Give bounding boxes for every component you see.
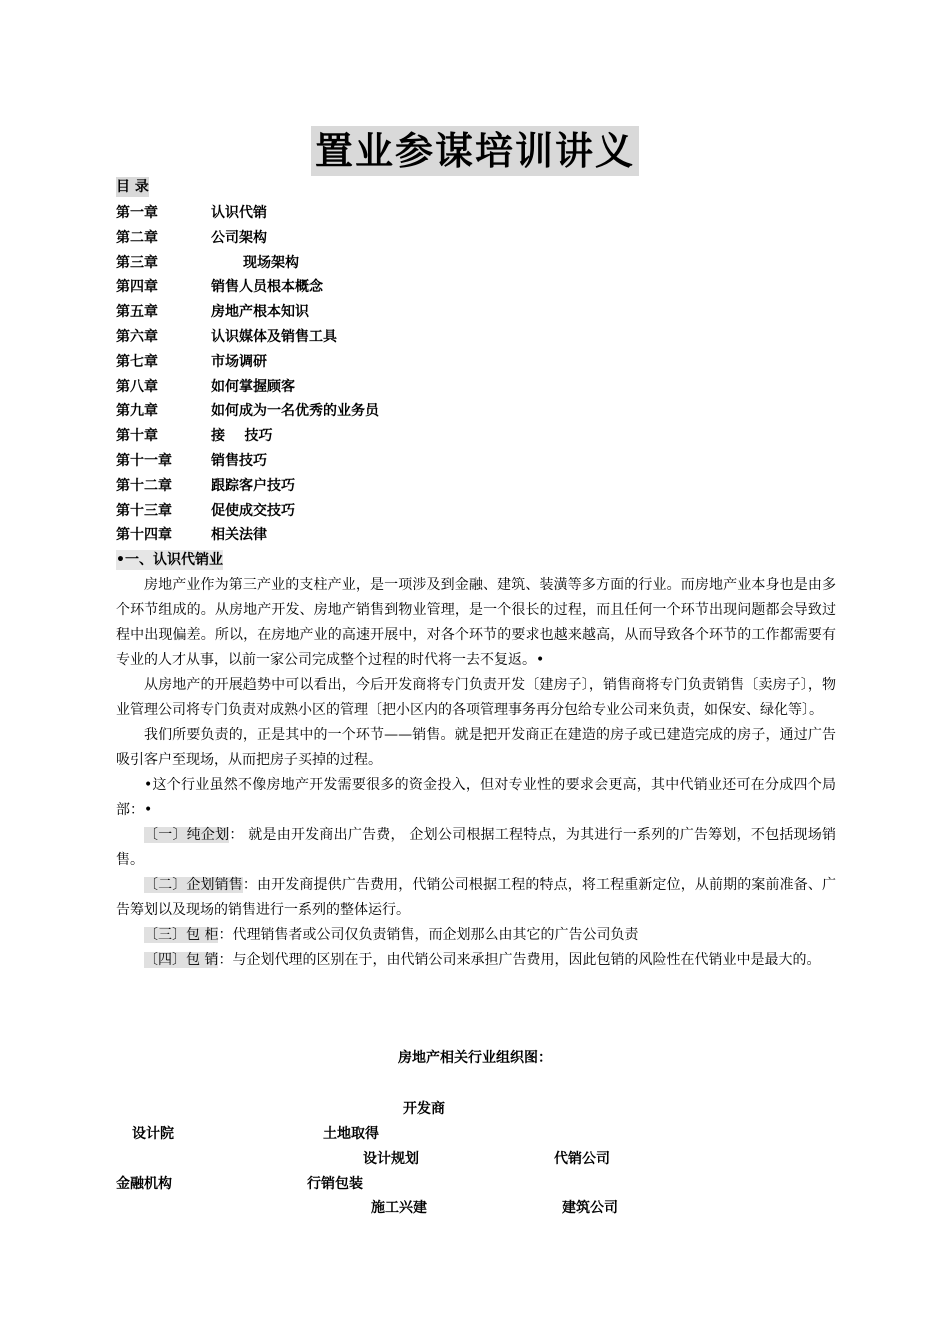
toc-chapter-number: 第十二章 — [116, 477, 172, 494]
node-developer: 开发商 — [403, 1101, 445, 1117]
type-label: 〔三〕包 柜 — [144, 927, 219, 943]
toc-item — [116, 350, 816, 375]
node-land-acquisition: 土地取得 — [323, 1126, 379, 1142]
section-body — [116, 573, 836, 973]
toc-item — [116, 449, 816, 474]
table-of-contents — [116, 201, 816, 548]
type-text: ：与企划代理的区别在于，由代销公司来承担广告费用，因此包销的风险性在代销业中是最大的。 — [218, 952, 821, 968]
toc-chapter-name: 销售人员根本概念 — [211, 279, 323, 296]
toc-item — [116, 275, 816, 300]
toc-chapter-name: 认识媒体及销售工具 — [211, 328, 337, 345]
toc-item — [116, 325, 816, 350]
node-financial-institution: 金融机构 — [116, 1176, 172, 1192]
toc-chapter-number: 第八章 — [116, 378, 158, 395]
toc-chapter-number: 第十四章 — [116, 527, 172, 544]
node-marketing-packaging: 行销包装 — [307, 1176, 363, 1192]
node-design-institute: 设计院 — [132, 1126, 174, 1142]
type-text: ：由开发商提供广告费用，代销公司根据工程的特点，将工程重新定位，从前期的案前准备、广告筹划以及现场的销售进行一系列的整体运行。 — [116, 877, 836, 918]
toc-chapter-name: 如何掌握顾客 — [211, 378, 295, 395]
type-text: ：代理销售者或公司仅负责销售，而企划那么由其它的广告公司负责 — [218, 927, 639, 943]
toc-item — [116, 399, 816, 424]
toc-chapter-name: 房地产根本知识 — [211, 304, 309, 321]
node-construction-company: 建筑公司 — [562, 1200, 618, 1216]
toc-item — [116, 300, 816, 325]
toc-chapter-name: 接 技巧 — [211, 428, 273, 445]
toc-heading: 目 录 — [116, 179, 149, 195]
type-item — [116, 823, 836, 873]
node-design-planning: 设计规划 — [363, 1151, 419, 1167]
toc-chapter-number: 第四章 — [116, 279, 158, 296]
type-item — [116, 948, 836, 973]
toc-chapter-number: 第五章 — [116, 304, 158, 321]
paragraph: •这个行业虽然不像房地产开发需要很多的资金投入，但对专业性的要求会更高，其中代销业还可在分成四个局部：• — [116, 777, 836, 818]
toc-item — [116, 226, 816, 251]
paragraph: 从房地产的开展趋势中可以看出，今后开发商将专门负责开发〔建房子〕，销售商将专门负责销售〔卖房子〕，物业管理公司将专门负责对成熟小区的管理〔把小区内的各项管理事务再分包给专业公司来负责，如保安、绿化等〕。 — [116, 677, 836, 718]
toc-chapter-number: 第一章 — [116, 205, 158, 221]
toc-chapter-name: 跟踪客户技巧 — [211, 477, 295, 494]
toc-chapter-name: 相关法律 — [211, 527, 267, 544]
toc-chapter-name: 现场架构 — [243, 254, 299, 271]
type-label: 〔一〕纯企划 — [144, 827, 230, 843]
type-label: 〔四〕包 销 — [144, 952, 219, 968]
toc-chapter-name: 如何成为一名优秀的业务员 — [211, 403, 379, 420]
toc-item — [116, 474, 816, 499]
toc-chapter-name: 销售技巧 — [211, 452, 267, 469]
toc-chapter-number: 第十一章 — [116, 452, 172, 469]
node-agency-company: 代销公司 — [554, 1151, 610, 1167]
toc-chapter-number: 第十三章 — [116, 502, 172, 519]
toc-chapter-number: 第九章 — [116, 403, 158, 420]
type-label: 〔二〕企划销售 — [144, 877, 243, 893]
toc-item — [116, 251, 816, 276]
toc-chapter-number: 第三章 — [116, 254, 158, 271]
toc-item — [116, 375, 816, 400]
toc-chapter-name: 促使成交技巧 — [211, 502, 295, 519]
title-container — [0, 126, 950, 176]
toc-chapter-number: 第二章 — [116, 229, 158, 246]
type-text: ： 就是由开发商出广告费， 企划公司根据工程特点，为其进行一系列的广告筹划，不包括现场销售。 — [116, 827, 836, 868]
toc-item — [116, 424, 816, 449]
type-item — [116, 873, 836, 923]
toc-chapter-number: 第六章 — [116, 328, 158, 345]
type-item — [116, 923, 836, 948]
document-title: 置业参谋培训讲义 — [311, 126, 639, 176]
toc-chapter-number: 第十章 — [116, 428, 158, 445]
toc-item — [116, 201, 816, 226]
toc-chapter-name: 认识代销 — [211, 205, 267, 221]
toc-chapter-number: 第七章 — [116, 353, 158, 370]
toc-item — [116, 523, 816, 548]
diagram-title: 房地产相关行业组织图： — [398, 1050, 552, 1066]
toc-chapter-name: 公司架构 — [211, 229, 267, 246]
node-construction: 施工兴建 — [371, 1200, 427, 1216]
toc-item — [116, 499, 816, 524]
toc-chapter-name: 市场调研 — [211, 353, 267, 370]
paragraph: 房地产业作为第三产业的支柱产业，是一项涉及到金融、建筑、装潢等多方面的行业。而房地产业本身也是由多个环节组成的。从房地产开发、房地产销售到物业管理，是一个很长的过程，而且任何一个环节出现问题都会导致过程中出现偏差。所以，在房地产业的高速开展中，对各个环节的要求也越来越高，从而导致各个环节的工作都需要有专业的人才从事，以前一家公司完成整个过程的时代将一去不复返。• — [116, 577, 836, 668]
paragraph: 我们所要负责的，正是其中的一个环节——销售。就是把开发商正在建造的房子或已建造完成的房子，通过广告吸引客户至现场，从而把房子买掉的过程。 — [116, 727, 836, 768]
section-heading: •一、认识代销业 — [116, 552, 223, 568]
